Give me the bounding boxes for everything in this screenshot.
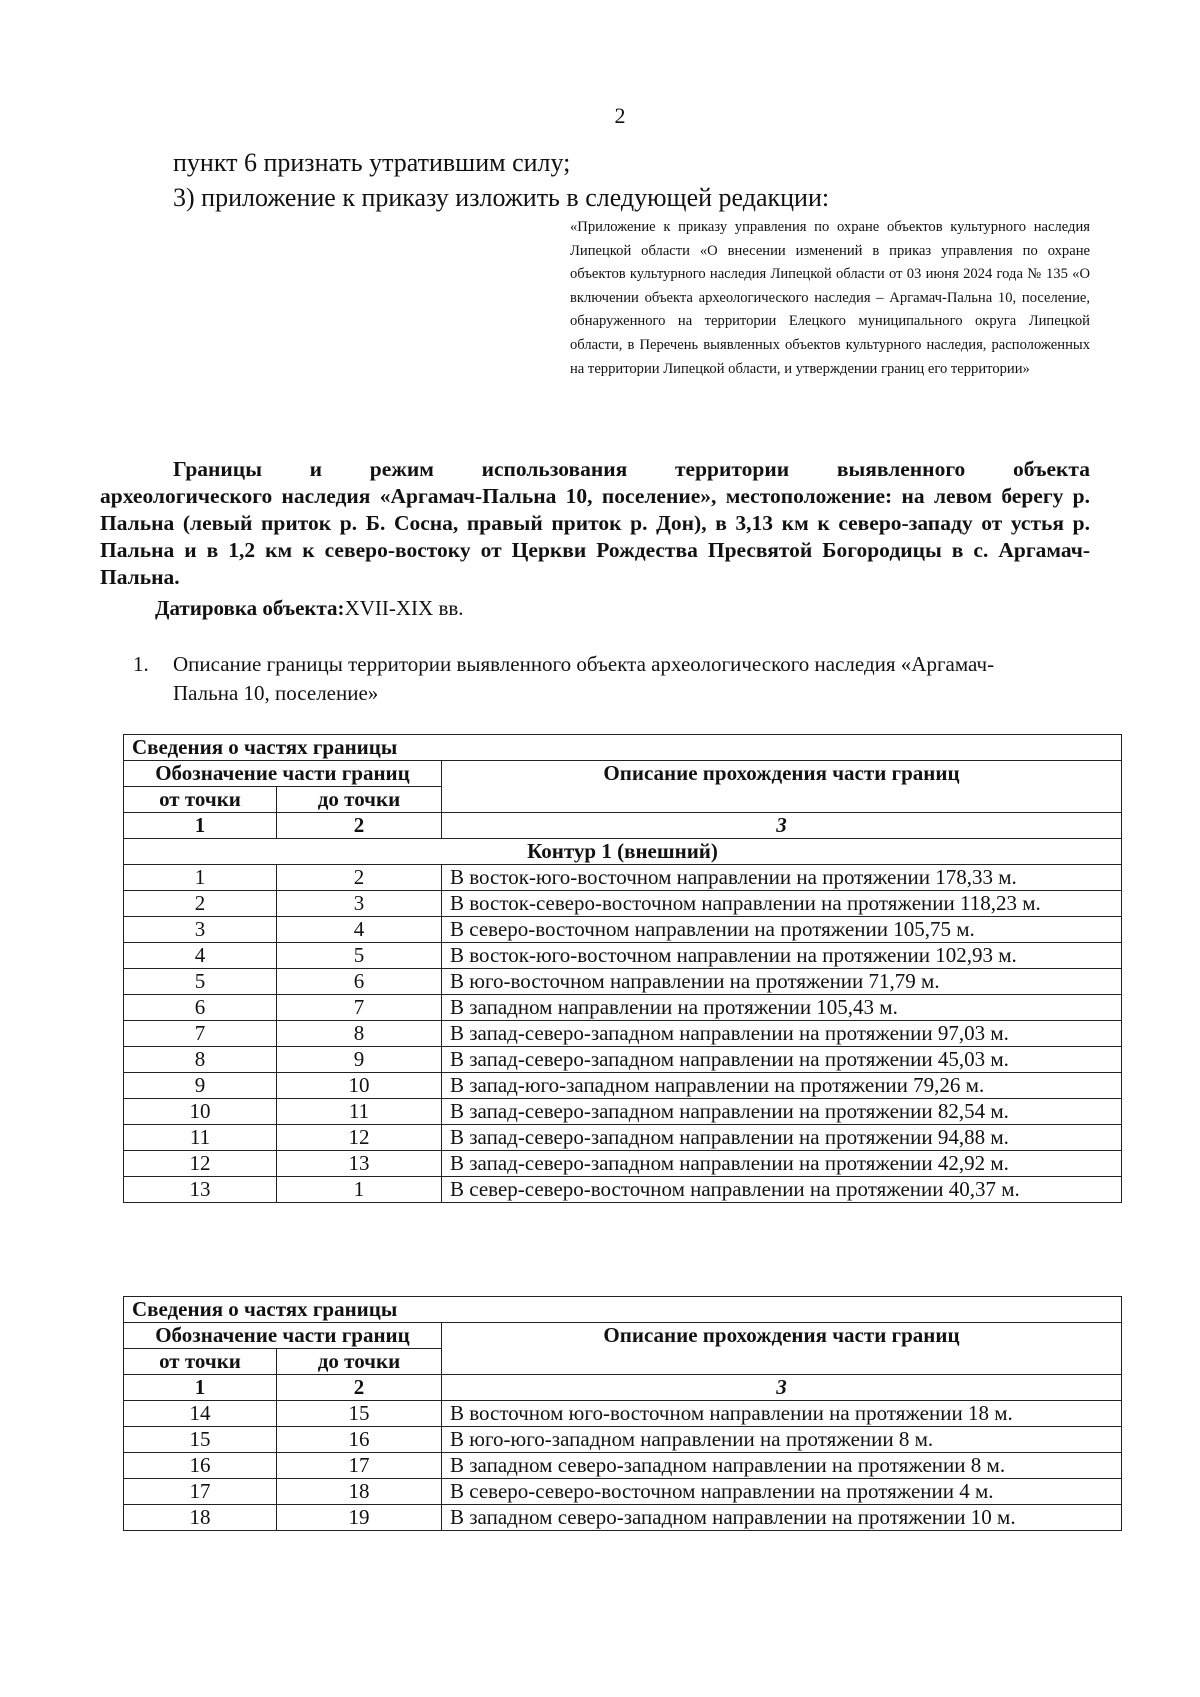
column-number: 1	[124, 1375, 277, 1401]
description-cell: В северо-восточном направлении на протяжении 105,75 м.	[442, 917, 1122, 943]
table-row	[124, 1047, 1122, 1073]
designation-header: Обозначение части границ	[124, 1323, 442, 1349]
page-number: 2	[614, 103, 626, 128]
table-info-header: Сведения о частях границы	[124, 735, 1122, 761]
column-number: 3	[442, 813, 1122, 839]
heading-first-line: Границы и режим использования территории выявленного объекта	[173, 457, 1090, 481]
table-info-header: Сведения о частях границы	[124, 1297, 1122, 1323]
description-cell: В восточном юго-восточном направлении на протяжении 18 м.	[442, 1401, 1122, 1427]
from-point-cell: 10	[124, 1099, 277, 1125]
from-point-header: от точки	[124, 1349, 277, 1375]
table-row	[124, 1021, 1122, 1047]
table-row	[124, 1151, 1122, 1177]
to-point-cell: 16	[277, 1427, 442, 1453]
section-title	[133, 650, 1118, 708]
intro-line-2: 3) приложение к приказу изложить в следующей редакции:	[173, 183, 830, 212]
to-point-cell: 18	[277, 1479, 442, 1505]
from-point-cell: 9	[124, 1073, 277, 1099]
column-number: 2	[277, 1375, 442, 1401]
column-number: 3	[442, 1375, 1122, 1401]
from-point-cell: 11	[124, 1125, 277, 1151]
to-point-cell: 12	[277, 1125, 442, 1151]
table-row	[124, 1505, 1122, 1531]
boundary-table-2	[123, 1296, 1122, 1531]
boundary-table-1	[123, 734, 1122, 1203]
from-point-cell: 5	[124, 969, 277, 995]
dating	[155, 596, 464, 621]
document-heading	[100, 456, 1090, 591]
description-cell: В западном северо-западном направлении на протяжении 10 м.	[442, 1505, 1122, 1531]
description-cell: В восток-северо-восточном направлении на протяжении 118,23 м.	[442, 891, 1122, 917]
description-cell: В юго-юго-западном направлении на протяжении 8 м.	[442, 1427, 1122, 1453]
from-point-cell: 18	[124, 1505, 277, 1531]
table-row	[124, 1099, 1122, 1125]
from-point-cell: 15	[124, 1427, 277, 1453]
from-point-cell: 17	[124, 1479, 277, 1505]
appendix-note: «Приложение к приказу управления по охране объектов культурного наследия Липецкой области «О внесении изменений в приказ управления по охране объектов культурного наследия Липецкой области от 03 июня 2024 года № 135 «О включении объекта археологического наследия – Аргамач-Пальна 10, поселение, обнаруженного на территории Елецкого муниципального округа Липецкой области, в Перечень выявленных объектов культурного наследия, расположенных на территории Липецкой области, и утверждении границ его территории»	[570, 219, 1090, 377]
from-point-cell: 16	[124, 1453, 277, 1479]
description-cell: В восток-юго-восточном направлении на протяжении 178,33 м.	[442, 865, 1122, 891]
to-point-cell: 1	[277, 1177, 442, 1203]
description-cell: В запад-юго-западном направлении на протяжении 79,26 м.	[442, 1073, 1122, 1099]
from-point-header: от точки	[124, 787, 277, 813]
table-row	[124, 1177, 1122, 1203]
column-number: 2	[277, 813, 442, 839]
table-row	[124, 1125, 1122, 1151]
to-point-cell: 3	[277, 891, 442, 917]
description-header: Описание прохождения части границ	[442, 1323, 1122, 1375]
description-cell: В западном направлении на протяжении 105,43 м.	[442, 995, 1122, 1021]
to-point-cell: 8	[277, 1021, 442, 1047]
description-cell: В север-северо-восточном направлении на протяжении 40,37 м.	[442, 1177, 1122, 1203]
table-row	[124, 1401, 1122, 1427]
table-row	[124, 943, 1122, 969]
description-cell: В юго-восточном направлении на протяжении 71,79 м.	[442, 969, 1122, 995]
to-point-header: до точки	[277, 1349, 442, 1375]
table-row	[124, 865, 1122, 891]
heading-rest: археологического наследия «Аргамач-Пальна 10, поселение», местоположение: на левом берегу р. Пальна (левый приток р. Б. Сосна, правый приток р. Дон), в 3,13 км к северо-западу от устья р. Пальна и в 1,2 км к северо-востоку от Церкви Рождества Пресвятой Богородицы в с. Аргамач-Пальна.	[100, 484, 1090, 589]
to-point-cell: 2	[277, 865, 442, 891]
to-point-cell: 4	[277, 917, 442, 943]
table-row	[124, 1453, 1122, 1479]
description-cell: В западном северо-западном направлении на протяжении 8 м.	[442, 1453, 1122, 1479]
dating-label: Датировка объекта:	[155, 596, 345, 620]
designation-header: Обозначение части границ	[124, 761, 442, 787]
table-2-body	[124, 1401, 1122, 1531]
table-1-body	[124, 865, 1122, 1203]
description-cell: В северо-северо-восточном направлении на протяжении 4 м.	[442, 1479, 1122, 1505]
from-point-cell: 4	[124, 943, 277, 969]
from-point-cell: 7	[124, 1021, 277, 1047]
from-point-cell: 13	[124, 1177, 277, 1203]
description-cell: В запад-северо-западном направлении на протяжении 42,92 м.	[442, 1151, 1122, 1177]
intro-line-1: пункт 6 признать утратившим силу;	[173, 148, 571, 177]
from-point-cell: 1	[124, 865, 277, 891]
description-cell: В восток-юго-восточном направлении на протяжении 102,93 м.	[442, 943, 1122, 969]
from-point-cell: 8	[124, 1047, 277, 1073]
from-point-cell: 3	[124, 917, 277, 943]
description-header: Описание прохождения части границ	[442, 761, 1122, 813]
section-number: 1.	[133, 652, 149, 676]
table-row	[124, 1073, 1122, 1099]
description-cell: В запад-северо-западном направлении на протяжении 94,88 м.	[442, 1125, 1122, 1151]
to-point-cell: 5	[277, 943, 442, 969]
to-point-cell: 11	[277, 1099, 442, 1125]
table-row	[124, 917, 1122, 943]
table-row	[124, 1427, 1122, 1453]
to-point-cell: 9	[277, 1047, 442, 1073]
to-point-header: до точки	[277, 787, 442, 813]
table-row	[124, 891, 1122, 917]
table-row	[124, 969, 1122, 995]
from-point-cell: 6	[124, 995, 277, 1021]
from-point-cell: 12	[124, 1151, 277, 1177]
dating-value: XVII-XIX вв.	[344, 596, 464, 620]
column-number: 1	[124, 813, 277, 839]
from-point-cell: 14	[124, 1401, 277, 1427]
description-cell: В запад-северо-западном направлении на протяжении 97,03 м.	[442, 1021, 1122, 1047]
description-cell: В запад-северо-западном направлении на протяжении 45,03 м.	[442, 1047, 1122, 1073]
to-point-cell: 6	[277, 969, 442, 995]
contour-label: Контур 1 (внешний)	[124, 839, 1122, 865]
section-title-line1: Описание границы территории выявленного объекта археологического наследия «Аргамач-	[173, 652, 995, 676]
to-point-cell: 10	[277, 1073, 442, 1099]
table-row	[124, 1479, 1122, 1505]
to-point-cell: 19	[277, 1505, 442, 1531]
from-point-cell: 2	[124, 891, 277, 917]
to-point-cell: 13	[277, 1151, 442, 1177]
table-row	[124, 995, 1122, 1021]
to-point-cell: 17	[277, 1453, 442, 1479]
to-point-cell: 15	[277, 1401, 442, 1427]
section-title-line2: Пальна 10, поселение»	[173, 681, 379, 705]
to-point-cell: 7	[277, 995, 442, 1021]
description-cell: В запад-северо-западном направлении на протяжении 82,54 м.	[442, 1099, 1122, 1125]
